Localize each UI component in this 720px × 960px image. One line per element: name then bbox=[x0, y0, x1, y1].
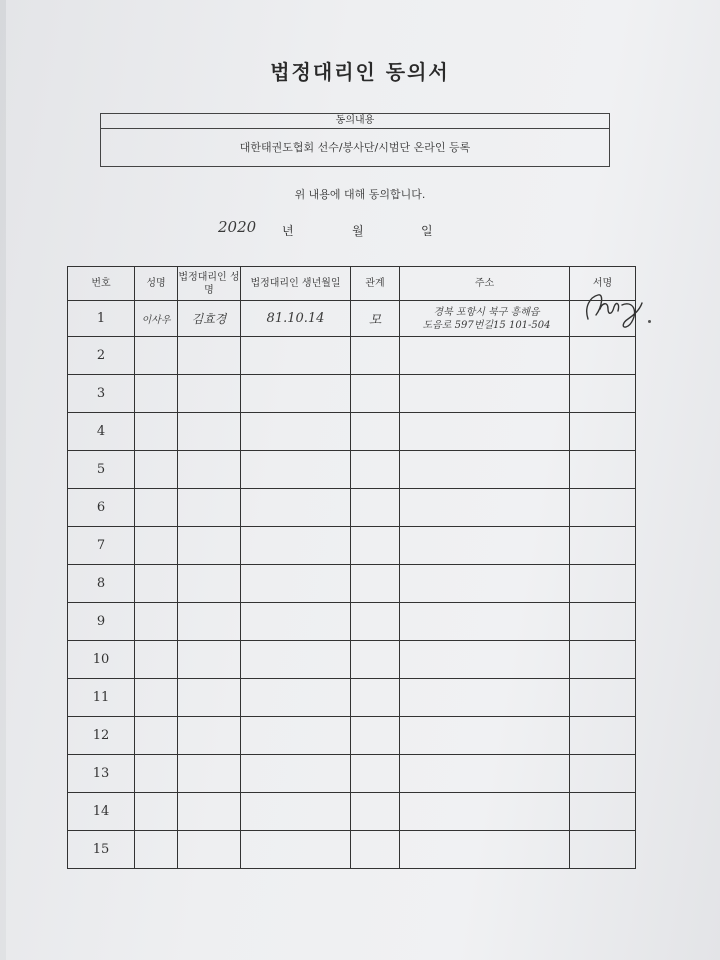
header-number: 번호 bbox=[68, 267, 135, 301]
cell-address bbox=[400, 679, 570, 717]
cell-relation bbox=[351, 641, 400, 679]
date-year-label: 년 bbox=[282, 224, 294, 238]
cell-address bbox=[400, 527, 570, 565]
empty-rows bbox=[68, 337, 636, 869]
cell-address bbox=[400, 301, 570, 337]
table-row bbox=[68, 793, 636, 831]
cell-signature bbox=[570, 565, 636, 603]
address-line-2: 도음로 597번길15 101-504 bbox=[422, 319, 551, 331]
cell-name bbox=[135, 641, 178, 679]
cell-name bbox=[135, 717, 178, 755]
row-number: 11 bbox=[68, 679, 135, 717]
cell-address bbox=[400, 755, 570, 793]
cell-guardian-birth bbox=[241, 793, 351, 831]
cell-signature bbox=[570, 489, 636, 527]
cell-signature bbox=[570, 641, 636, 679]
consent-header: 동의내용 bbox=[101, 114, 609, 129]
date-day-label: 일 bbox=[421, 224, 433, 238]
cell-address bbox=[400, 451, 570, 489]
table-row bbox=[68, 337, 636, 375]
row-number: 9 bbox=[68, 603, 135, 641]
cell-address bbox=[400, 717, 570, 755]
cell-address bbox=[400, 489, 570, 527]
consent-box bbox=[100, 113, 610, 167]
cell-signature bbox=[570, 793, 636, 831]
row-number: 14 bbox=[68, 793, 135, 831]
cell-signature bbox=[570, 451, 636, 489]
table-row bbox=[68, 413, 636, 451]
row-number: 13 bbox=[68, 755, 135, 793]
row-number: 15 bbox=[68, 831, 135, 869]
header-signature: 서명 bbox=[570, 267, 636, 301]
header-address: 주소 bbox=[400, 267, 570, 301]
cell-relation bbox=[351, 527, 400, 565]
cell-name bbox=[135, 413, 178, 451]
cell-relation bbox=[351, 413, 400, 451]
row-number: 8 bbox=[68, 565, 135, 603]
cell-guardian-name bbox=[178, 793, 241, 831]
table-row bbox=[68, 717, 636, 755]
cell-relation bbox=[351, 337, 400, 375]
cell-guardian-birth bbox=[241, 413, 351, 451]
header-guardian-birth: 법정대리인 생년월일 bbox=[241, 267, 351, 301]
cell-address bbox=[400, 337, 570, 375]
cell-name bbox=[135, 565, 178, 603]
handwritten-signature bbox=[582, 285, 646, 331]
cell-relation bbox=[351, 451, 400, 489]
cell-address bbox=[400, 641, 570, 679]
cell-relation bbox=[351, 375, 400, 413]
guardian-table bbox=[67, 266, 636, 869]
cell-relation bbox=[351, 679, 400, 717]
cell-guardian-name bbox=[178, 603, 241, 641]
cell-relation bbox=[351, 489, 400, 527]
cell-guardian-birth: 81.10.14 bbox=[241, 301, 351, 337]
cell-guardian-name bbox=[178, 451, 241, 489]
cell-guardian-name bbox=[178, 717, 241, 755]
table-row bbox=[68, 375, 636, 413]
cell-name bbox=[135, 831, 178, 869]
cell-relation bbox=[351, 793, 400, 831]
signature-dot bbox=[648, 320, 651, 323]
agreement-text: 위 내용에 대해 동의합니다. bbox=[294, 188, 426, 201]
header-guardian-name: 법정대리인 성명 bbox=[178, 267, 241, 301]
cell-name bbox=[135, 375, 178, 413]
table-row bbox=[68, 831, 636, 869]
cell-signature bbox=[570, 679, 636, 717]
cell-signature bbox=[570, 413, 636, 451]
row-number: 10 bbox=[68, 641, 135, 679]
table-row bbox=[68, 755, 636, 793]
cell-name bbox=[135, 793, 178, 831]
cell-guardian-birth bbox=[241, 641, 351, 679]
cell-relation bbox=[351, 565, 400, 603]
row-number: 3 bbox=[68, 375, 135, 413]
cell-guardian-birth bbox=[241, 451, 351, 489]
cell-address bbox=[400, 831, 570, 869]
cell-relation bbox=[351, 755, 400, 793]
table-row bbox=[68, 603, 636, 641]
cell-guardian-birth bbox=[241, 755, 351, 793]
cell-signature bbox=[570, 337, 636, 375]
cell-guardian-birth bbox=[241, 489, 351, 527]
cell-guardian-name bbox=[178, 831, 241, 869]
table-row bbox=[68, 489, 636, 527]
cell-guardian-birth bbox=[241, 717, 351, 755]
cell-signature bbox=[570, 831, 636, 869]
row-number: 1 bbox=[68, 301, 135, 337]
table-row bbox=[68, 641, 636, 679]
table-header-row bbox=[68, 267, 636, 301]
cell-guardian-birth bbox=[241, 565, 351, 603]
cell-guardian-name bbox=[178, 413, 241, 451]
cell-address bbox=[400, 793, 570, 831]
cell-signature bbox=[570, 375, 636, 413]
cell-relation bbox=[351, 717, 400, 755]
cell-guardian-birth bbox=[241, 679, 351, 717]
table-row bbox=[68, 565, 636, 603]
date-year-value: 2020 bbox=[218, 218, 257, 236]
row-number: 12 bbox=[68, 717, 135, 755]
header-name: 성명 bbox=[135, 267, 178, 301]
cell-name bbox=[135, 489, 178, 527]
table-row bbox=[68, 527, 636, 565]
cell-guardian-birth bbox=[241, 337, 351, 375]
date-month-label: 월 bbox=[352, 224, 364, 238]
cell-guardian-name bbox=[178, 489, 241, 527]
cell-name bbox=[135, 337, 178, 375]
cell-address bbox=[400, 603, 570, 641]
cell-name bbox=[135, 679, 178, 717]
cell-name bbox=[135, 755, 178, 793]
cell-relation: 모 bbox=[351, 301, 400, 337]
address-line-1: 경북 포항시 북구 흥해읍 bbox=[433, 306, 540, 318]
consent-content: 대한태권도협회 선수/봉사단/시범단 온라인 등록 bbox=[239, 141, 471, 154]
cell-guardian-name: 김효경 bbox=[178, 301, 241, 337]
cell-guardian-birth bbox=[241, 375, 351, 413]
row-number: 4 bbox=[68, 413, 135, 451]
cell-guardian-name bbox=[178, 641, 241, 679]
cell-guardian-name bbox=[178, 337, 241, 375]
cell-guardian-name bbox=[178, 679, 241, 717]
cell-guardian-birth bbox=[241, 831, 351, 869]
cell-name bbox=[135, 603, 178, 641]
cell-guardian-name bbox=[178, 565, 241, 603]
cell-relation bbox=[351, 831, 400, 869]
cell-signature bbox=[570, 527, 636, 565]
cell-address bbox=[400, 413, 570, 451]
cell-signature bbox=[570, 755, 636, 793]
table-row bbox=[68, 301, 636, 337]
cell-guardian-name bbox=[178, 755, 241, 793]
row-number: 7 bbox=[68, 527, 135, 565]
table-row bbox=[68, 451, 636, 489]
cell-address bbox=[400, 565, 570, 603]
cell-guardian-birth bbox=[241, 527, 351, 565]
cell-guardian-name bbox=[178, 375, 241, 413]
cell-name bbox=[135, 451, 178, 489]
cell-name: 이사우 bbox=[135, 301, 178, 337]
cell-signature bbox=[570, 603, 636, 641]
document-title: 법정대리인 동의서 bbox=[270, 60, 450, 84]
cell-signature bbox=[570, 717, 636, 755]
cell-guardian-name bbox=[178, 527, 241, 565]
cell-name bbox=[135, 527, 178, 565]
header-relation: 관계 bbox=[351, 267, 400, 301]
row-number: 2 bbox=[68, 337, 135, 375]
row-number: 6 bbox=[68, 489, 135, 527]
cell-guardian-birth bbox=[241, 603, 351, 641]
cell-address bbox=[400, 375, 570, 413]
cell-relation bbox=[351, 603, 400, 641]
row-number: 5 bbox=[68, 451, 135, 489]
table-row bbox=[68, 679, 636, 717]
